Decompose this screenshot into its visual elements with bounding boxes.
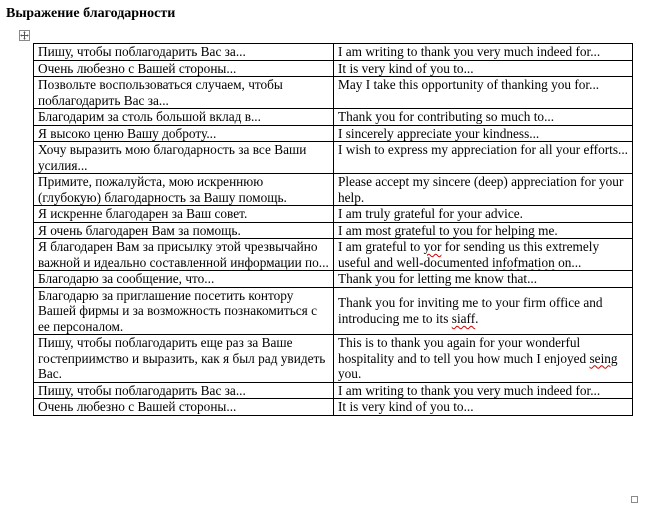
misspelled-word[interactable]: infofmation bbox=[491, 254, 555, 270]
english-phrase-cell[interactable]: I am writing to thank you very much indeed for... bbox=[334, 382, 633, 399]
row-end-marker bbox=[632, 254, 633, 270]
table-row bbox=[34, 287, 633, 335]
english-phrase-cell[interactable]: I am truly grateful for your advice. bbox=[334, 206, 633, 223]
russian-phrase-cell[interactable]: Примите, пожалуйста, мою искреннюю (глубокую) благодарность за Вашу помощь. bbox=[34, 174, 334, 206]
english-phrase-cell[interactable]: I wish to express my appreciation for all your efforts... bbox=[334, 142, 633, 174]
english-phrase-cell[interactable] bbox=[334, 335, 633, 383]
table-row bbox=[34, 239, 633, 271]
russian-phrase-cell[interactable]: Благодарим за столь большой вклад в... bbox=[34, 109, 334, 126]
table-row bbox=[34, 335, 633, 383]
phrase-text: This is to thank you again for your wonderful hospitality and to tell you how much I enjoyed bbox=[338, 335, 590, 366]
russian-phrase-cell[interactable]: Я высоко ценю Вашу доброту... bbox=[34, 125, 334, 142]
phrase-text: Thank you for inviting me to your firm office and introducing me to its bbox=[338, 295, 603, 326]
english-phrase-cell[interactable]: May I take this opportunity of thanking you for... bbox=[334, 77, 633, 109]
table-row bbox=[34, 271, 633, 288]
russian-phrase-cell[interactable]: Я очень благодарен Вам за помощь. bbox=[34, 222, 334, 239]
russian-phrase-cell[interactable]: Очень любезно с Вашей стороны... bbox=[34, 60, 334, 77]
english-phrase-cell[interactable]: It is very kind of you to... bbox=[334, 60, 633, 77]
table-row bbox=[34, 382, 633, 399]
russian-phrase-cell[interactable]: Позвольте воспользоваться случаем, чтобы поблагодарить Вас за... bbox=[34, 77, 334, 109]
table-row bbox=[34, 109, 633, 126]
russian-phrase-cell[interactable]: Пишу, чтобы поблагодарить еще раз за Ваше гостеприимство и выразить, как я был рад увидеть Вас. bbox=[34, 335, 334, 383]
english-phrase-cell[interactable]: Please accept my sincere (deep) appreciation for your help. bbox=[334, 174, 633, 206]
misspelled-word[interactable]: siaff bbox=[451, 310, 476, 326]
russian-phrase-cell[interactable]: Благодарю за приглашение посетить контору Вашей фирмы и за возможность познакомиться с ее персоналом. bbox=[34, 287, 334, 335]
table-row bbox=[34, 77, 633, 109]
english-phrase-cell[interactable]: I am most grateful to you for helping me. bbox=[334, 222, 633, 239]
english-phrase-cell[interactable] bbox=[334, 239, 633, 271]
misspelled-word[interactable]: seing bbox=[589, 350, 618, 366]
phrase-text: I am grateful to bbox=[338, 239, 424, 254]
russian-phrase-cell[interactable]: Пишу, чтобы поблагодарить Вас за... bbox=[34, 382, 334, 399]
phrase-text: . bbox=[475, 310, 479, 326]
table-row bbox=[34, 142, 633, 174]
phrase-text: for sending us this extremely useful and well-documented bbox=[338, 239, 600, 270]
russian-phrase-cell[interactable]: Очень любезно с Вашей стороны... bbox=[34, 399, 334, 416]
table-row bbox=[34, 125, 633, 142]
phrase-text: on... bbox=[554, 254, 582, 270]
russian-phrase-cell[interactable]: Я благодарен Вам за присылку этой чрезвычайно важной и идеально составленной информации по... bbox=[34, 239, 334, 271]
table-resize-handle-icon[interactable] bbox=[631, 496, 638, 503]
table-row bbox=[34, 44, 633, 61]
document-title: Выражение благодарности bbox=[6, 6, 176, 21]
table-row bbox=[34, 206, 633, 223]
russian-phrase-cell[interactable]: Благодарю за сообщение, что... bbox=[34, 271, 334, 288]
english-phrase-cell[interactable]: Thank you for contributing so much to... bbox=[334, 109, 633, 126]
table-row bbox=[34, 60, 633, 77]
misspelled-word[interactable]: yor bbox=[423, 239, 442, 254]
phrase-text: you. bbox=[338, 366, 362, 381]
russian-phrase-cell[interactable]: Хочу выразить мою благодарность за все Ваши усилия... bbox=[34, 142, 334, 174]
table-row bbox=[34, 399, 633, 416]
russian-phrase-cell[interactable]: Пишу, чтобы поблагодарить Вас за... bbox=[34, 44, 334, 61]
english-phrase-cell[interactable] bbox=[334, 287, 633, 335]
phrases-table bbox=[33, 43, 633, 416]
table-move-handle-icon[interactable] bbox=[19, 30, 30, 41]
english-phrase-cell[interactable]: Thank you for letting me know that... bbox=[334, 271, 633, 288]
table-row bbox=[34, 222, 633, 239]
table-row bbox=[34, 174, 633, 206]
english-phrase-cell[interactable]: It is very kind of you to... bbox=[334, 399, 633, 416]
russian-phrase-cell[interactable]: Я искренне благодарен за Ваш совет. bbox=[34, 206, 334, 223]
english-phrase-cell[interactable]: I am writing to thank you very much indeed for... bbox=[334, 44, 633, 61]
english-phrase-cell[interactable]: I sincerely appreciate your kindness... bbox=[334, 125, 633, 142]
